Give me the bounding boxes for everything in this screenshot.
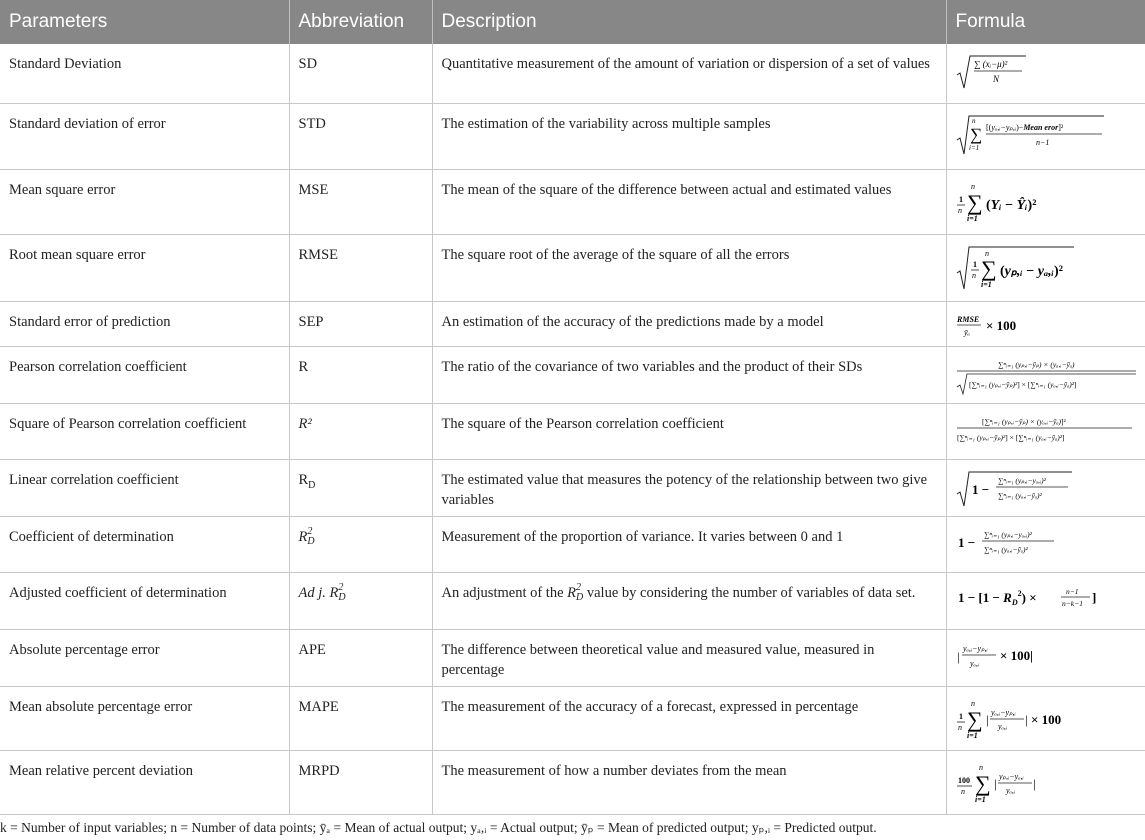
formula-cell: [946, 44, 1145, 103]
table-row: [0, 686, 1145, 750]
svg-text:∑ⁿᵢ₌₁ (yₐ,ᵢ−ȳₐ)²: ∑ⁿᵢ₌₁ (yₐ,ᵢ−ȳₐ)²: [983, 544, 1028, 554]
abbreviation-cell: R 2 D: [289, 516, 432, 572]
description-cell: The measurement of how a number deviates from the mean: [432, 750, 946, 814]
abbreviation-cell: [289, 403, 432, 459]
parameter-cell: Mean square error: [0, 169, 289, 234]
formula-r2: [956, 414, 1134, 454]
formula-cell: [946, 516, 1145, 572]
svg-text:|: |: [985, 711, 989, 727]
formula-sep-svg: [956, 312, 1036, 340]
svg-text:n−1: n−1: [1035, 137, 1049, 147]
svg-text:i=1: i=1: [968, 143, 979, 152]
description-cell: The square of the Pearson correlation coefficient: [432, 403, 946, 459]
formula-cell: [946, 459, 1145, 516]
table-row: [0, 750, 1145, 814]
formula-mape-svg: [956, 697, 1076, 743]
svg-text:yₐ,ᵢ: yₐ,ᵢ: [969, 658, 979, 668]
description-cell: The estimation of the variability across multiple samples: [432, 103, 946, 169]
parameter-cell: Coefficient of determination: [0, 516, 289, 572]
svg-text:|: |: [1032, 775, 1036, 791]
parameter-cell: Square of Pearson correlation coefficient: [0, 403, 289, 459]
svg-text:1 − [1 − RD2) ×: $1 - [1 - R_D^2)$ ×: [957, 588, 1037, 607]
abbreviation-cell: MAPE: [289, 686, 432, 750]
description-cell: The measurement of the accuracy of a forecast, expressed in percentage: [432, 686, 946, 750]
formula-ape: [956, 640, 1056, 680]
svg-text:n: n: [978, 762, 983, 772]
formula-cell: [946, 572, 1145, 629]
svg-text:yₐ,ᵢ: yₐ,ᵢ: [1005, 785, 1015, 795]
formula-mrpd-svg: [956, 761, 1056, 807]
formula-rmse: [956, 245, 1076, 297]
svg-text:∑: ∑: [969, 124, 982, 144]
svg-text:n: n: [971, 116, 975, 125]
svg-text:× 100: × 100: [985, 317, 1016, 333]
svg-text:1 −: 1 −: [957, 534, 975, 550]
formula-adj-rd2-svg: [956, 583, 1106, 613]
abbreviation-cell: $R_D$: [289, 459, 432, 516]
svg-text:∑: ∑: [974, 770, 991, 796]
formula-rd2-svg: [956, 527, 1066, 561]
abbreviation-cell: SD: [289, 44, 432, 103]
formula-cell: [946, 346, 1145, 403]
parameter-cell: Linear correlation coefficient: [0, 459, 289, 516]
svg-text:[∑ⁿᵢ₌₁ (yₚ,ᵢ−ȳₚ)²] × [∑ⁿᵢ₌₁ (y: [∑ⁿᵢ₌₁ (yₚ,ᵢ−ȳₚ)²] × [∑ⁿᵢ₌₁ (yₐ,ᵢ−ȳₐ)²]: [968, 379, 1077, 389]
description-cell: An estimation of the accuracy of the predictions made by a model: [432, 301, 946, 346]
table-row: [0, 572, 1145, 629]
svg-text:(yₚ,ᵢ − yₐ,ᵢ)²: (yₚ,ᵢ − yₐ,ᵢ)²: [999, 263, 1063, 279]
svg-text:∑ⁿᵢ₌₁ (yₚ,ᵢ−yₐ,ᵢ)²: ∑ⁿᵢ₌₁ (yₚ,ᵢ−yₐ,ᵢ)²: [997, 475, 1046, 485]
formula-ape-svg: [956, 640, 1056, 674]
formula-cell: [946, 301, 1145, 346]
formula-sep: [956, 312, 1036, 346]
svg-text:[(yₐ,ᵢ−yₚ,ᵢ)−Mean eror]²: [(yₐ,ᵢ−yₚ,ᵢ)−Mean eror]²: [985, 122, 1063, 132]
svg-text:n: n: [984, 248, 989, 258]
header-parameters: Parameters: [0, 0, 289, 44]
description-cell: Measurement of the proportion of variance. It varies between 0 and 1: [432, 516, 946, 572]
svg-text:∑ⁿᵢ₌₁ (yₚ,ᵢ−ȳₚ) × (yₐ,ᵢ−ȳₐ): ∑ⁿᵢ₌₁ (yₚ,ᵢ−ȳₚ) × (yₐ,ᵢ−ȳₐ): [997, 359, 1075, 369]
svg-text:]: ]: [1091, 589, 1096, 605]
formula-cell: [946, 750, 1145, 814]
svg-text:N: N: [992, 74, 999, 84]
svg-text:(Yᵢ − Ŷᵢ)²: (Yᵢ − Ŷᵢ)²: [985, 197, 1036, 213]
formula-mse: [956, 180, 1066, 230]
formula-std-svg: [956, 114, 1106, 156]
svg-text:n: n: [957, 722, 962, 732]
table-row: [0, 44, 1145, 103]
abbreviation-r2: R²: [298, 415, 312, 432]
svg-text:|: |: [1024, 711, 1028, 727]
formula-rmse-svg: [956, 245, 1076, 291]
table-row: [0, 169, 1145, 234]
svg-text:n: n: [970, 181, 975, 191]
formula-mape: [956, 697, 1076, 749]
description-cell: The ratio of the covariance of two variables and the product of their SDs: [432, 346, 946, 403]
svg-text:∑ (xᵢ−μ)²: ∑ (xᵢ−μ)²: [973, 59, 1007, 69]
table-row: [0, 629, 1145, 686]
formula-mrpd: [956, 761, 1056, 813]
formula-rd2: [956, 527, 1066, 567]
svg-text:100: 100: [957, 775, 970, 785]
formula-r: [956, 357, 1138, 403]
svg-text:ȳₐ: ȳₐ: [963, 327, 970, 337]
parameter-cell: Mean relative percent deviation: [0, 750, 289, 814]
abbreviation-cell: MRPD: [289, 750, 432, 814]
abbreviation-cell: RMSE: [289, 234, 432, 301]
table-row: [0, 103, 1145, 169]
description-cell: The difference between theoretical value and measured value, measured in percentage: [432, 629, 946, 686]
svg-text:[∑ⁿᵢ₌₁ (yₚ,ᵢ−ȳₚ)²] × [∑ⁿᵢ₌₁ (y: [∑ⁿᵢ₌₁ (yₚ,ᵢ−ȳₚ)²] × [∑ⁿᵢ₌₁ (yₐ,ᵢ−ȳₐ)²]: [956, 432, 1065, 442]
description-cell: Quantitative measurement of the amount of variation or dispersion of a set of values: [432, 44, 946, 103]
svg-text:n: n: [970, 698, 975, 708]
abbreviation-cell: Ad j. R 2 D: [289, 572, 432, 629]
formula-rd-svg: [956, 470, 1076, 508]
table-row: [0, 516, 1145, 572]
svg-text:yₚ,ᵢ−yₐ,ᵢ: yₚ,ᵢ−yₐ,ᵢ: [998, 771, 1024, 781]
svg-text:yₐ,ᵢ: yₐ,ᵢ: [997, 721, 1007, 731]
abbreviation-cell: MSE: [289, 169, 432, 234]
formula-std: [956, 114, 1106, 162]
formula-sd: [956, 54, 1028, 96]
svg-text:1: 1: [958, 711, 963, 721]
svg-text:× 100|: × 100|: [999, 647, 1033, 663]
formula-sd-svg: [956, 54, 1028, 90]
table-row: [0, 403, 1145, 459]
svg-text:RMSE: RMSE: [956, 314, 979, 324]
formula-cell: [946, 403, 1145, 459]
parameter-cell: Absolute percentage error: [0, 629, 289, 686]
svg-text:[∑ⁿᵢ₌₁ (yₚ,ᵢ−ȳₚ) × (yₐ,ᵢ−ȳₐ)]²: [∑ⁿᵢ₌₁ (yₚ,ᵢ−ȳₚ) × (yₐ,ᵢ−ȳₐ)]²: [981, 416, 1066, 426]
svg-text:∑: ∑: [980, 255, 997, 281]
abbreviation-cell: R: [289, 346, 432, 403]
svg-text:1: 1: [972, 259, 977, 269]
parameter-cell: Standard Deviation: [0, 44, 289, 103]
svg-text:n−k−1: n−k−1: [1061, 598, 1083, 608]
svg-text:yₐ,ᵢ−yₚ,ᵢ: yₐ,ᵢ−yₚ,ᵢ: [962, 643, 988, 653]
table-row: [0, 459, 1145, 516]
svg-text:i=1: i=1: [966, 213, 978, 223]
formula-r2-svg: [956, 414, 1134, 448]
svg-text:∑: ∑: [966, 189, 983, 215]
parameter-cell: Standard deviation of error: [0, 103, 289, 169]
header-description: Description: [432, 0, 946, 44]
svg-text:|: |: [993, 775, 997, 791]
table-row: [0, 301, 1145, 346]
abbreviation-cell: SEP: [289, 301, 432, 346]
parameter-cell: Adjusted coefficient of determination: [0, 572, 289, 629]
svg-text:1: 1: [958, 194, 963, 204]
formula-adj-rd2: [956, 583, 1106, 619]
header-abbreviation: Abbreviation: [289, 0, 432, 44]
svg-text:yₐ,ᵢ−yₚ,ᵢ: yₐ,ᵢ−yₚ,ᵢ: [990, 707, 1016, 717]
formula-cell: [946, 234, 1145, 301]
svg-text:n: n: [960, 786, 965, 796]
formula-mse-svg: [956, 180, 1066, 224]
svg-text:× 100: × 100: [1030, 711, 1061, 727]
svg-text:∑: ∑: [966, 706, 983, 732]
svg-text:∑ⁿᵢ₌₁ (yₐ,ᵢ−ȳₐ)²: ∑ⁿᵢ₌₁ (yₐ,ᵢ−ȳₐ)²: [997, 490, 1042, 500]
formula-cell: [946, 629, 1145, 686]
svg-text:1 −: 1 −: [971, 481, 989, 497]
parameter-cell: Pearson correlation coefficient: [0, 346, 289, 403]
description-cell: The square root of the average of the square of all the errors: [432, 234, 946, 301]
formula-cell: [946, 169, 1145, 234]
abbreviation-cell: STD: [289, 103, 432, 169]
formula-r-svg: [956, 357, 1138, 397]
svg-text:n: n: [957, 205, 962, 215]
formula-cell: [946, 103, 1145, 169]
description-cell: The estimated value that measures the potency of the relationship between two give variables: [432, 459, 946, 516]
formula-rd: [956, 470, 1076, 514]
formula-cell: [946, 686, 1145, 750]
table-row: [0, 234, 1145, 301]
abbreviation-cell: APE: [289, 629, 432, 686]
svg-text:n−1: n−1: [1065, 586, 1079, 596]
header-formula: Formula: [946, 0, 1145, 44]
svg-text:∑ⁿᵢ₌₁ (yₚ,ᵢ−yₐ,ᵢ)²: ∑ⁿᵢ₌₁ (yₚ,ᵢ−yₐ,ᵢ)²: [983, 529, 1032, 539]
table-header-row: [0, 0, 1145, 44]
svg-text:i=1: i=1: [980, 279, 992, 289]
parameter-cell: Root mean square error: [0, 234, 289, 301]
parameter-cell: Standard error of prediction: [0, 301, 289, 346]
description-cell: The mean of the square of the difference between actual and estimated values: [432, 169, 946, 234]
svg-text:i=1: i=1: [966, 730, 978, 740]
svg-text:i=1: i=1: [974, 794, 986, 804]
table-footnote: k = Number of input variables; n = Number of data points; ȳₐ = Mean of actual output; yₐ,ᵢ = Actual output; ȳₚ = Mean of predicted output; yₚ,ᵢ = Predicted output.: [0, 820, 877, 835]
parameter-cell: Mean absolute percentage error: [0, 686, 289, 750]
svg-text:n: n: [971, 270, 976, 280]
svg-text:|: |: [956, 648, 960, 664]
description-cell: An adjustment of the R 2 D value by considering the number of variables of data set.: [432, 572, 946, 629]
table-row: [0, 346, 1145, 403]
